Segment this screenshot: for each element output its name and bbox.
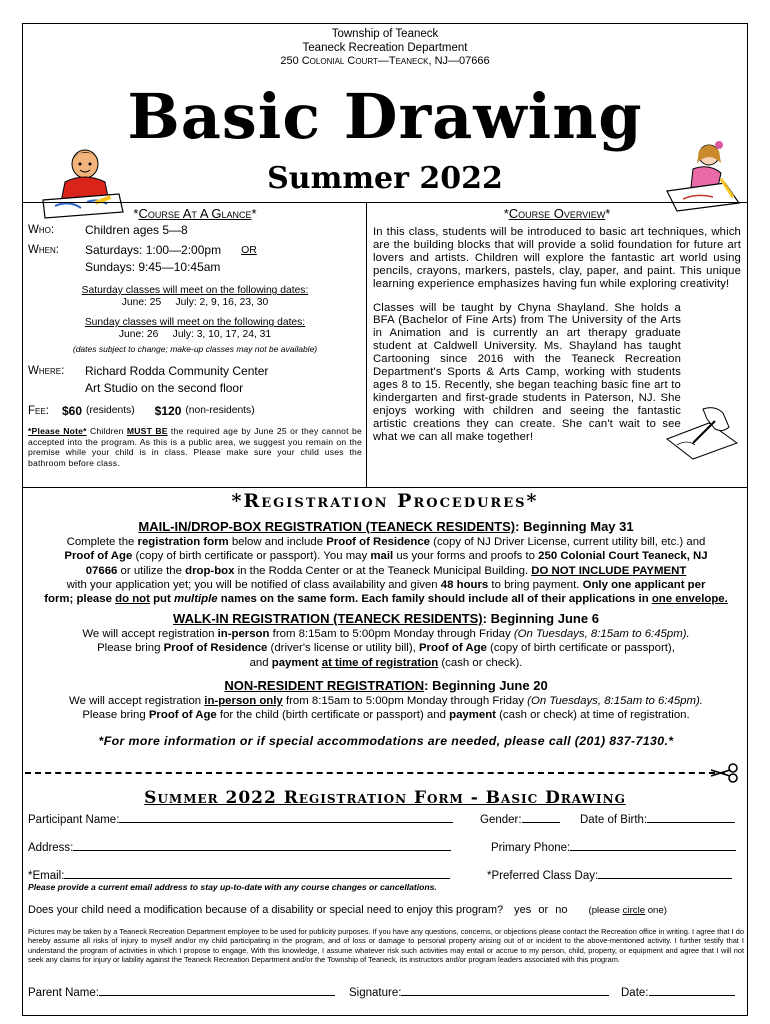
- email-note: Please provide a current email address to stay up-to-date with any course changes or cancellations.: [28, 882, 437, 892]
- when-or: OR: [241, 244, 257, 256]
- parent-name-field[interactable]: Parent Name:: [28, 985, 335, 999]
- mail-in-registration: MAIL-IN/DROP-BOX REGISTRATION (TEANECK RESIDENTS): Beginning May 31 Complete the registration form below and include Proof of Residence (copy of NJ Driver License, current utility bill, etc.) and Proof of Age (copy of birth certificate or passport). You may mail us your forms and proofs to 250 Colonial Court Teaneck, NJ 07666 or utilize the drop-box in the Rodda Center or at the Teaneck Municipal Building. DO NOT INCLUDE PAYMENT with your application yet; you will be notified of class availability and given 48 hours to bring payment. Only one applicant per form; please do not put multiple names on the same form. Each family should include all of their applications in one envelope.: [29, 518, 743, 606]
- no-option[interactable]: no: [555, 904, 568, 916]
- township-name: Township of Teaneck: [331, 28, 439, 40]
- signature-field[interactable]: Signature:: [349, 985, 609, 999]
- where-row: Where: Richard Rodda Community Center Art Studio on the second floor: [28, 364, 269, 395]
- gender-field[interactable]: Gender:: [480, 812, 560, 826]
- fee-resident: $60: [62, 404, 83, 418]
- please-note: *Please Note* Children MUST BE the required age by June 25 or they cannot be accepted into the program. As this is a public area, we suggest you remain on the premise while your child is in class. Please make sure your child uses the bathroom before class.: [28, 426, 362, 468]
- info-columns: [23, 202, 747, 488]
- saturday-dates: June: 25 July: 2, 9, 16, 23, 30: [121, 297, 269, 308]
- primary-phone-field[interactable]: Primary Phone:: [491, 840, 736, 854]
- contact-line: *For more information or if special accommodations are needed, please call (201) 837-7130.*: [98, 734, 674, 748]
- liability-waiver: Pictures may be taken by a Teaneck Recreation Department employee to be used for publicity purposes. If you have any questions, concerns, or objections please contact the Recreation office in writing. I agree that I do hereby assume all risks of injury to myself and/or my child participating in the program, and of loss or damage to personal property arising out of or incident to the above-mentioned activity. I further testify that I understand the program of activities in which I propose to engage. With this knowledge, I assume whatever risk such activities may entail or accrue to my person, child, property, or equipment and agree that I will not seek any claims for injury or liability against the Teaneck Recreation Department and/or the Township of Teaneck, its instructors and/or program leaders associated with this program.: [28, 927, 744, 964]
- date-of-birth-field[interactable]: Date of Birth:: [580, 812, 735, 826]
- disability-question: Does your child need a modification because of a disability or special need to enjoy this program? yes or no (please circle one): [28, 904, 667, 916]
- non-resident-registration: NON-RESIDENT REGISTRATION: Beginning June 20 We will accept registration in-person only from 8:15am to 5:00pm Monday through Friday (On Tuesdays, 8:15am to 6:45pm). Please bring Proof of Age for the child (birth certificate or passport) and payment (cash or check) at time of registration.: [29, 677, 743, 723]
- when-row: When: Saturdays: 1:00—2:00pm OR: [28, 243, 257, 257]
- department-address: 250 Colonial Court—Teaneck, NJ—07666: [280, 55, 490, 67]
- fee-nonresident: $120: [154, 404, 182, 418]
- cut-line: [25, 772, 725, 774]
- registration-title: *Registration Procedures*: [231, 490, 539, 512]
- sunday-dates: June: 26 July: 3, 10, 17, 24, 31: [118, 329, 272, 340]
- scissors-icon: [709, 762, 741, 784]
- glance-heading: *Course At A Glance*: [133, 206, 257, 221]
- fee-row: Fee: $60 (residents) $120 (non-residents): [28, 404, 255, 418]
- overview-paragraph-1: In this class, students will be introduced to basic art techniques, which are the building blocks that will provide a solid foundation for future art lovers and artists. Children will explore the fantastic art world using pencils, crayons, markers, pastels, clay, paper, and paint. This unique learning experience emphasizes having fun while exploring creativity!: [373, 226, 741, 290]
- when-saturday: Saturdays: 1:00—2:00pm: [85, 243, 222, 257]
- walk-in-registration: WALK-IN REGISTRATION (TEANECK RESIDENTS): Beginning June 6 We will accept registration in-person from 8:15am to 5:00pm Monday through Friday (On Tuesdays, 8:15am to 6:45pm). Please bring Proof of Residence (driver's license or utility bill), Proof of Age (copy of birth certificate or passport), and payment at time of registration (cash or check).: [29, 610, 743, 670]
- department-name: Teaneck Recreation Department: [302, 41, 468, 54]
- preferred-class-day-field[interactable]: *Preferred Class Day:: [487, 868, 732, 882]
- saturday-dates-heading: Saturday classes will meet on the following dates:: [81, 285, 309, 296]
- walk-in-heading: WALK-IN REGISTRATION (TEANECK RESIDENTS): Beginning June 6: [173, 611, 599, 626]
- sunday-dates-heading: Sunday classes will meet on the following dates:: [84, 317, 306, 328]
- flyer-page: [22, 23, 748, 1016]
- date-field[interactable]: Date:: [621, 985, 735, 999]
- overview-heading: *Course Overview*: [503, 206, 611, 221]
- when-sunday: Sundays: 9:45—10:45am: [85, 260, 221, 274]
- participant-name-field[interactable]: Participant Name:: [28, 812, 453, 826]
- where-value: Richard Rodda Community Center Art Studio on the second floor: [85, 364, 269, 395]
- yes-option[interactable]: yes: [514, 904, 532, 916]
- who-value: Children ages 5—8: [85, 223, 188, 237]
- mail-in-heading: MAIL-IN/DROP-BOX REGISTRATION (TEANECK RESIDENTS): Beginning May 31: [138, 519, 634, 534]
- email-field[interactable]: *Email:: [28, 868, 450, 882]
- header: [23, 24, 747, 69]
- address-field[interactable]: Address:: [28, 840, 451, 854]
- non-resident-heading: NON-RESIDENT REGISTRATION: Beginning June 20: [224, 678, 548, 693]
- dates-note: (dates subject to change; make-up classes may not be available): [72, 344, 318, 354]
- page-title: Basic Drawing: [127, 80, 643, 153]
- course-at-a-glance: [23, 203, 367, 487]
- course-overview: [367, 203, 747, 487]
- page-subtitle: Summer 2022: [267, 161, 503, 196]
- overview-paragraph-2: Classes will be taught by Chyna Shayland. She holds a BFA (Bachelor of Fine Arts) from The University of the Arts in Animation and is currently an art therapy graduate student at Caldwell University. Ms. Shayland has taught Cartooning since 2016 with the Teaneck Recreation Department's Sports & Arts Camp, working with students ages 8 to 15. Recently, she began teaching basic fine art to kindergarten and first-grade students in Paterson, NJ. She enjoys working with children and seeing the fantastic artistic creations they can create. She can't wait to see what we can all make together!: [373, 301, 681, 443]
- form-title: Summer 2022 Registration Form - Basic Drawing: [144, 788, 626, 808]
- hand-drawing-clipart: [663, 399, 741, 461]
- who-row: Who: Children ages 5—8: [28, 223, 188, 237]
